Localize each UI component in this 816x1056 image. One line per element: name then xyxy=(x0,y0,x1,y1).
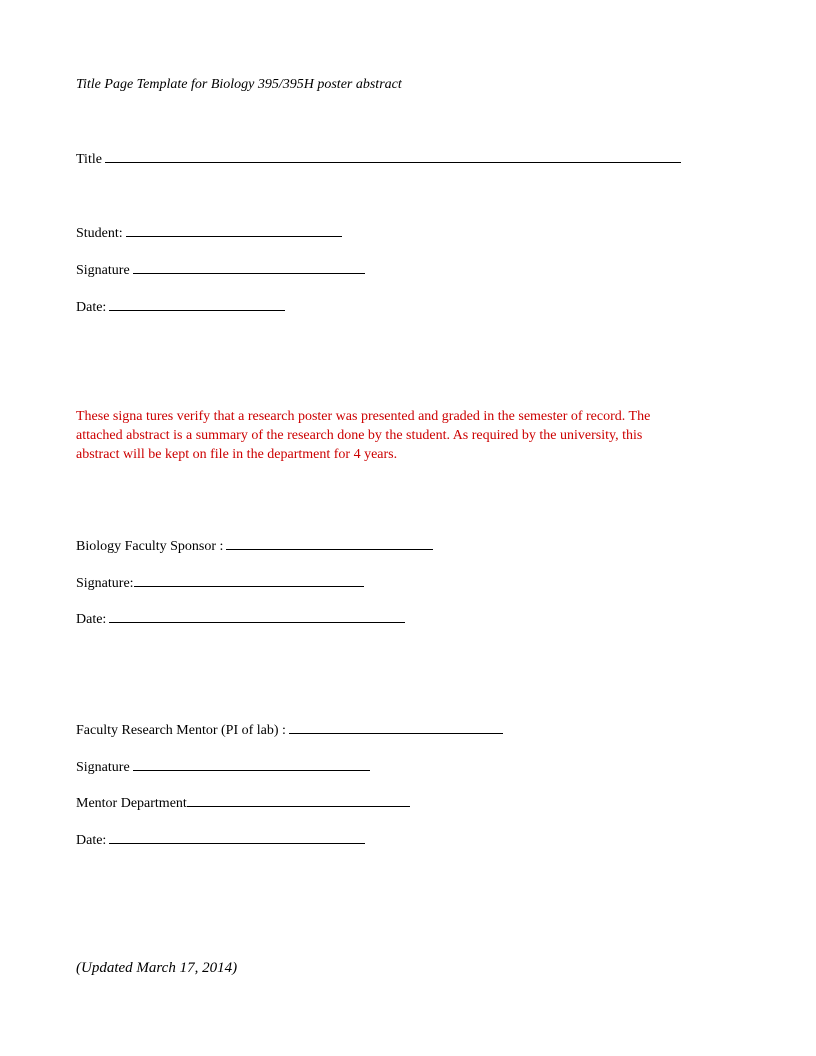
sponsor-date-field xyxy=(76,609,405,629)
student-blank-line[interactable] xyxy=(126,223,342,237)
mentor-department-blank-line[interactable] xyxy=(187,793,410,807)
mentor-department-label: Mentor Department xyxy=(76,796,187,811)
notice-line: attached abstract is a summary of the research done by the student. As required by the university, this xyxy=(76,428,643,443)
notice-line: These signa tures verify that a research poster was presented and graded in the semester of record. The xyxy=(76,409,651,424)
mentor-date-field xyxy=(76,830,365,850)
student-signature-field xyxy=(76,260,365,280)
mentor-signature-blank-line[interactable] xyxy=(133,757,370,771)
mentor-signature-label: Signature xyxy=(76,760,130,775)
mentor-date-blank-line[interactable] xyxy=(109,830,365,844)
sponsor-signature-blank-line[interactable] xyxy=(134,573,364,587)
mentor-signature-field xyxy=(76,757,370,777)
student-date-label: Date: xyxy=(76,300,107,315)
title-field xyxy=(76,149,681,169)
document-heading: Title Page Template for Biology 395/395H poster abstract xyxy=(76,77,402,92)
student-label: Student: xyxy=(76,226,123,241)
student-field xyxy=(76,223,342,243)
mentor-field xyxy=(76,720,503,740)
sponsor-blank-line[interactable] xyxy=(226,536,433,550)
student-date-blank-line[interactable] xyxy=(109,297,285,311)
sponsor-label: Biology Faculty Sponsor : xyxy=(76,539,224,554)
sponsor-date-label: Date: xyxy=(76,612,107,627)
sponsor-signature-label: Signature: xyxy=(76,576,134,591)
updated-date: (Updated March 17, 2014) xyxy=(76,960,238,976)
title-label: Title xyxy=(76,152,102,167)
sponsor-field xyxy=(76,536,433,556)
student-signature-blank-line[interactable] xyxy=(133,260,365,274)
mentor-blank-line[interactable] xyxy=(289,720,503,734)
mentor-department-field xyxy=(76,793,410,813)
sponsor-date-blank-line[interactable] xyxy=(109,609,405,623)
mentor-label: Faculty Research Mentor (PI of lab) : xyxy=(76,723,286,738)
sponsor-signature-field xyxy=(76,573,364,593)
title-blank-line[interactable] xyxy=(105,149,681,163)
student-date-field xyxy=(76,297,285,317)
verification-notice xyxy=(76,407,736,464)
mentor-date-label: Date: xyxy=(76,833,107,848)
student-signature-label: Signature xyxy=(76,263,130,278)
notice-line: abstract will be kept on file in the department for 4 years. xyxy=(76,447,398,462)
